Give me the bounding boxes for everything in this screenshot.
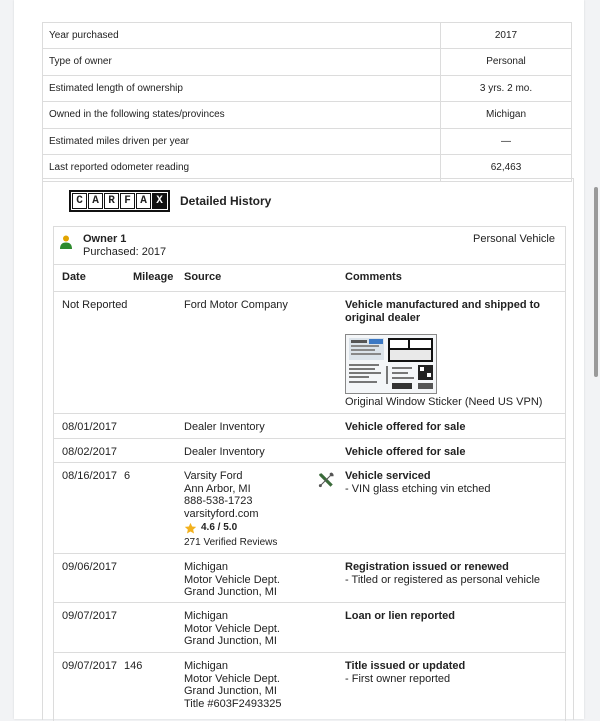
vertical-scrollbar[interactable]: [594, 187, 598, 377]
owner-type: Personal Vehicle: [473, 233, 555, 245]
summary-row: Owned in the following states/provinces Michigan: [42, 102, 572, 129]
person-icon: [60, 235, 72, 249]
ownership-summary-table: [42, 22, 572, 182]
summary-row: Type of owner Personal: [42, 49, 572, 76]
summary-row: Year purchased 2017: [42, 23, 572, 49]
report-page: [14, 0, 584, 719]
table-row: 09/06/2017 Michigan Motor Vehicle Dept. Grand Junction, MI Registration issued or renewed - Titled or registered as personal vehicle: [54, 554, 565, 603]
table-row: Not Reported Ford Motor Company Vehicle manufactured and shipped to original dealer Original Window Sticker (Need US VPN): [54, 292, 565, 414]
table-row: 08/16/2017 6 Varsity Ford Ann Arbor, MI 888-538-1723 varsityford.com 4.6 / 5.0 271 Verified Reviews Vehicle serviced - VIN glass etching vin etched: [54, 463, 565, 554]
history-header: [69, 190, 271, 212]
wrench-screwdriver-icon: [317, 471, 335, 489]
service-source: Varsity Ford Ann Arbor, MI 888-538-1723 varsityford.com 4.6 / 5.0 271 Verified Reviews: [184, 470, 278, 548]
carfax-logo: C A R F A X: [69, 190, 170, 212]
window-sticker-thumbnail[interactable]: [345, 334, 437, 394]
detailed-history-section: [42, 178, 574, 720]
summary-row: Estimated length of ownership 3 yrs. 2 mo.: [42, 76, 572, 102]
dealer-website-link[interactable]: varsityford.com: [184, 507, 259, 520]
owner-purchased: Purchased: 2017: [83, 246, 167, 258]
summary-row: Last reported odometer reading 62,463: [42, 155, 572, 182]
window-sticker-link[interactable]: Original Window Sticker (Need US VPN): [345, 396, 543, 408]
dealer-rating: 4.6 / 5.0: [184, 522, 277, 535]
table-row: 08/02/2017 Dealer Inventory Vehicle offered for sale: [54, 439, 565, 463]
history-title: Detailed History: [180, 194, 272, 208]
owner-card: [53, 226, 566, 721]
history-table-header: Date Mileage Source Comments: [54, 264, 565, 292]
owner-name: Owner 1: [83, 233, 127, 245]
table-row: 08/01/2017 Dealer Inventory Vehicle offered for sale: [54, 414, 565, 439]
table-row: 09/07/2017 146 Michigan Motor Vehicle Dept. Grand Junction, MI Title #603F2493325 Title issued or updated - First owner reported: [62, 660, 466, 710]
star-icon: [184, 522, 197, 535]
summary-row: Estimated miles driven per year —: [42, 129, 572, 155]
history-table: [54, 264, 565, 715]
table-row: 09/07/2017 Michigan Motor Vehicle Dept. Grand Junction, MI Loan or lien reported: [54, 603, 565, 653]
service-comment: Vehicle serviced - VIN glass etching vin etched: [345, 470, 491, 495]
verified-reviews-link[interactable]: 271 Verified Reviews: [184, 537, 278, 548]
